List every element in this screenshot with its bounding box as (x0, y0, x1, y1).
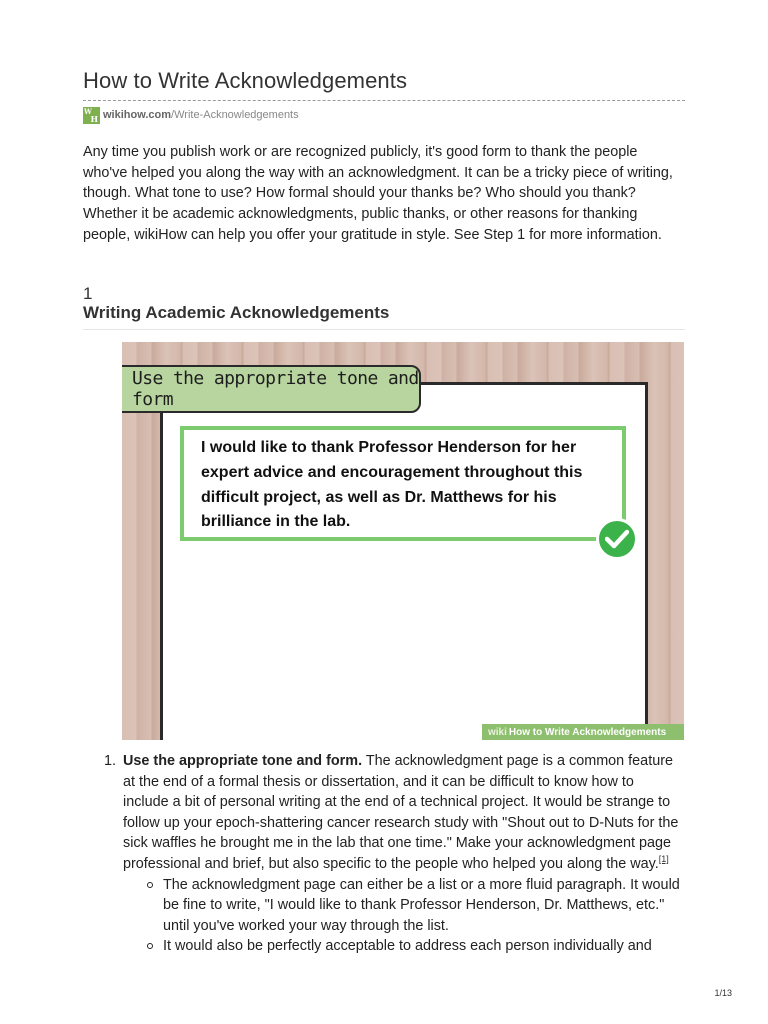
sub-list (123, 875, 683, 957)
list-item (104, 751, 683, 875)
quote-text: I would like to thank Professor Henderson for her expert advice and encouragement throughout this difficult project, as well as Dr. Matthews for his brilliance in the lab. (201, 439, 583, 531)
bullet-icon (147, 882, 153, 888)
illustration-banner (122, 365, 421, 413)
list-item (123, 875, 683, 937)
intro-paragraph: Any time you publish work or are recognized publicly, it's good form to thank the people who've helped you along the way with an acknowledgment. It can be a tricky piece of writing, though. What tone to use? How formal should your thanks be? Who should you thank? Whether it be academic acknowledgments, public thanks, or other reasons for thanking people, wikiHow can help you offer your gratitude in style. See Step 1 for more information. (83, 144, 673, 243)
page-title: How to Write Acknowledgements (83, 68, 408, 93)
source-path[interactable]: /Write-Acknowledgements (171, 109, 299, 121)
page-counter: 1/13 (714, 988, 732, 998)
sub-item-text: It would also be perfectly acceptable to address each person individually and (163, 938, 652, 955)
checkmark-icon (596, 518, 638, 560)
step-lead: Use the appropriate tone and form. (123, 753, 363, 769)
step-illustration (122, 342, 684, 740)
list-item (123, 936, 683, 957)
source-link[interactable] (83, 106, 299, 124)
sub-item-text: The acknowledgment page can either be a list or a more fluid paragraph. It would be fine to write, "I would like to thank Professor Henderson, Dr. Matthews, etc." until you've worked your way through the list. (163, 876, 680, 934)
wikihow-logo-icon: W H (84, 106, 98, 124)
section-number: 1 (83, 284, 93, 303)
banner-text: Use the appropriate tone and form (132, 368, 419, 410)
section-title: Writing Academic Acknowledgements (83, 303, 390, 322)
steps-list (104, 751, 683, 957)
quote-box (180, 426, 626, 541)
title-divider (83, 100, 685, 101)
section-divider (83, 329, 685, 330)
illustration-watermark: wiki How to Write Acknowledgements (482, 724, 684, 740)
citation-link[interactable]: [1] (658, 854, 669, 865)
step-body: The acknowledgment page is a common feature at the end of a formal thesis or dissertation, and it can be difficult to know how to include a bit of personal writing at the end of a technical project. It would be strange to follow up your epoch-shattering cancer research study with "Shout out to D-Nuts for the sick waffles he brought me in the lab that one time." Make your acknowledgment page professional and brief, but also specific to the people who helped you along the way. (123, 753, 679, 872)
step-marker: 1. (104, 753, 117, 769)
bullet-icon (147, 943, 153, 949)
source-domain[interactable]: wikihow.com (103, 109, 172, 121)
